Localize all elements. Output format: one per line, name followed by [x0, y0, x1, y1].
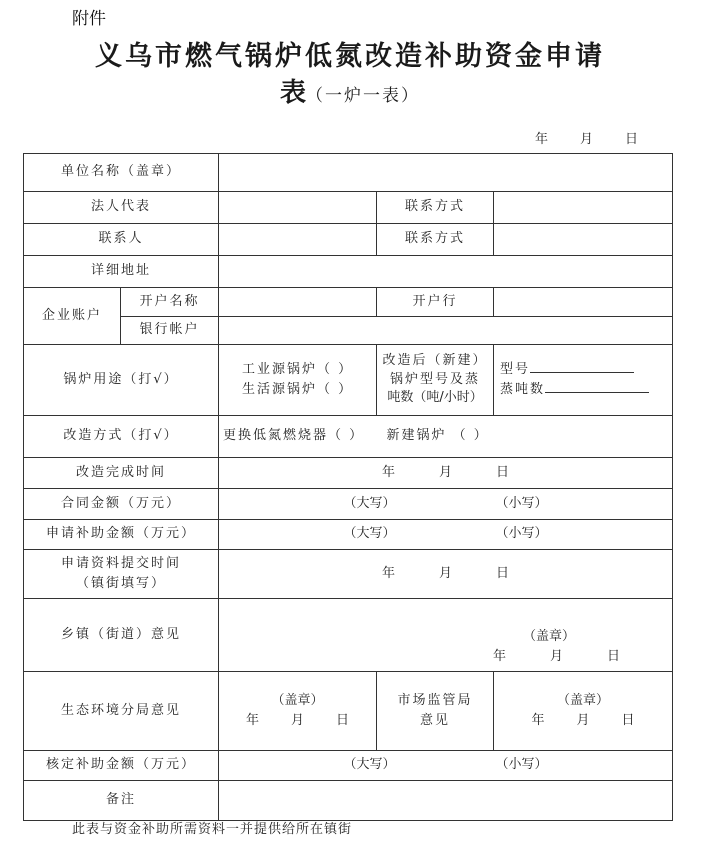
market-month: 月: [576, 713, 590, 728]
contract-amount-label: 合同金额（万元）: [24, 489, 219, 520]
industrial-boiler-option[interactable]: 工业源锅炉（ ）: [241, 361, 354, 377]
eco-date: [223, 711, 372, 731]
header-date-year: 年: [535, 132, 549, 147]
bank-account-field[interactable]: [219, 317, 673, 345]
contract-upper: （大写）: [343, 495, 396, 511]
eco-month: 月: [291, 713, 305, 728]
header-date-day: 日: [625, 132, 639, 147]
market-opinion-field[interactable]: [494, 672, 673, 751]
row-method: [24, 416, 673, 458]
contract-lower: （小写）: [495, 495, 548, 511]
town-opinion-label: 乡镇（街道）意见: [24, 599, 219, 672]
boiler-type-options[interactable]: [219, 345, 377, 416]
approved-amount-field[interactable]: [219, 751, 673, 781]
model-label: 型号: [500, 361, 531, 377]
market-day: 日: [621, 713, 635, 728]
approved-lower: （小写）: [495, 757, 548, 773]
domestic-boiler-option[interactable]: 生活源锅炉（ ）: [241, 382, 354, 397]
market-date: [498, 711, 668, 731]
town-date: [223, 647, 668, 667]
model-underline: [530, 361, 634, 373]
unit-name-label: 单位名称（盖章）: [24, 154, 219, 192]
legal-rep-label: 法人代表: [24, 192, 219, 224]
approved-upper: （大写）: [343, 757, 396, 773]
approved-amount-label: 核定补助金额（万元）: [24, 751, 219, 781]
submit-time-line1: 申请资料提交时间: [61, 555, 182, 571]
town-month: 月: [550, 648, 564, 664]
footer-note: 此表与资金补助所需资料一并提供给所在镇街: [72, 822, 353, 837]
contract-amount-field[interactable]: [219, 489, 673, 520]
complete-time-label: 改造完成时间: [24, 458, 219, 489]
apply-amount-label: 申请补助金额（万元）: [24, 520, 219, 550]
market-opinion-label: [377, 672, 494, 751]
contact-person-contact-field[interactable]: [494, 224, 673, 256]
header-date: [535, 128, 638, 147]
submit-time-label: [24, 550, 219, 599]
town-year: 年: [493, 648, 507, 664]
account-name-label: 开户名称: [121, 288, 219, 317]
form-title-end: 表: [279, 78, 306, 108]
model-line[interactable]: [500, 360, 668, 380]
row-address: [24, 256, 673, 288]
bank-label: 开户行: [377, 288, 494, 317]
submit-month: 月: [439, 565, 453, 581]
eco-opinion-field[interactable]: [219, 672, 377, 751]
address-field[interactable]: [219, 256, 673, 288]
row-unit-name: [24, 154, 673, 192]
model-tonnage-field[interactable]: [494, 345, 673, 416]
header-date-month: 月: [580, 132, 594, 147]
account-name-field[interactable]: [219, 288, 377, 317]
submit-time-line2: （镇街填写）: [76, 576, 167, 591]
row-bank-account: [24, 317, 673, 345]
row-submit-time: [24, 550, 673, 599]
town-day: 日: [607, 648, 621, 664]
after-label-line3: 吨数（吨/小时）: [387, 390, 483, 406]
after-label-line2: 锅炉型号及蒸: [390, 371, 481, 387]
method-replace-option[interactable]: 更换低氮燃烧器（ ）: [223, 428, 365, 444]
remark-label: 备注: [24, 781, 219, 821]
submit-year: 年: [381, 565, 395, 581]
row-legal-rep: [24, 192, 673, 224]
form-title: 义乌市燃气锅炉低氮改造补助资金申请: [95, 41, 605, 72]
town-opinion-field[interactable]: [219, 599, 673, 672]
row-complete-time: [24, 458, 673, 489]
method-options[interactable]: [219, 416, 673, 458]
contact-method-label: 联系方式: [377, 192, 494, 224]
address-label: 详细地址: [24, 256, 219, 288]
town-seal: （盖章）: [523, 628, 576, 644]
application-form-table: [23, 153, 673, 821]
row-contract-amount: [24, 489, 673, 520]
row-remark: [24, 781, 673, 821]
legal-rep-contact-field[interactable]: [494, 192, 673, 224]
boiler-use-label: 锅炉用途（打√）: [24, 345, 219, 416]
tonnage-underline: [545, 381, 649, 393]
eco-year: 年: [245, 713, 259, 728]
contact-method-label-2: 联系方式: [377, 224, 494, 256]
row-town-opinion: [24, 599, 673, 672]
market-label-line2: 意见: [420, 713, 451, 728]
contact-person-label: 联系人: [24, 224, 219, 256]
apply-amount-field[interactable]: [219, 520, 673, 550]
method-label: 改造方式（打√）: [24, 416, 219, 458]
remark-field[interactable]: [219, 781, 673, 821]
submit-day: 日: [496, 565, 510, 581]
row-contact-person: [24, 224, 673, 256]
submit-time-field[interactable]: [219, 550, 673, 599]
apply-lower: （小写）: [495, 526, 548, 542]
apply-upper: （大写）: [343, 526, 396, 542]
bank-account-label: 银行帐户: [121, 317, 219, 345]
market-seal: （盖章）: [557, 692, 610, 708]
row-eco-market: [24, 672, 673, 751]
eco-day: 日: [336, 713, 350, 728]
attachment-label: 附件: [72, 9, 106, 29]
legal-rep-field[interactable]: [219, 192, 377, 224]
complete-month: 月: [439, 464, 453, 480]
complete-time-field[interactable]: [219, 458, 673, 489]
form-subtitle: （一炉一表）: [306, 86, 420, 106]
row-boiler-use: [24, 345, 673, 416]
eco-seal: （盖章）: [271, 692, 324, 708]
tonnage-label: 蒸吨数: [500, 382, 546, 397]
method-new-option[interactable]: 新建锅炉 （ ）: [386, 428, 489, 444]
row-account-name: [24, 288, 673, 317]
form-title-line2: [0, 72, 700, 109]
complete-day: 日: [496, 464, 510, 480]
contact-person-field[interactable]: [219, 224, 377, 256]
tonnage-line[interactable]: [500, 380, 668, 400]
after-model-label: [377, 345, 494, 416]
row-apply-amount: [24, 520, 673, 550]
account-label: 企业账户: [24, 288, 121, 345]
after-label-line1: 改造后（新建）: [382, 352, 488, 368]
market-year: 年: [531, 713, 545, 728]
market-label-line1: 市场监管局: [397, 692, 473, 708]
complete-year: 年: [381, 464, 395, 480]
eco-opinion-label: 生态环境分局意见: [24, 672, 219, 751]
bank-field[interactable]: [494, 288, 673, 317]
unit-name-field[interactable]: [219, 154, 673, 192]
row-approved-amount: [24, 751, 673, 781]
